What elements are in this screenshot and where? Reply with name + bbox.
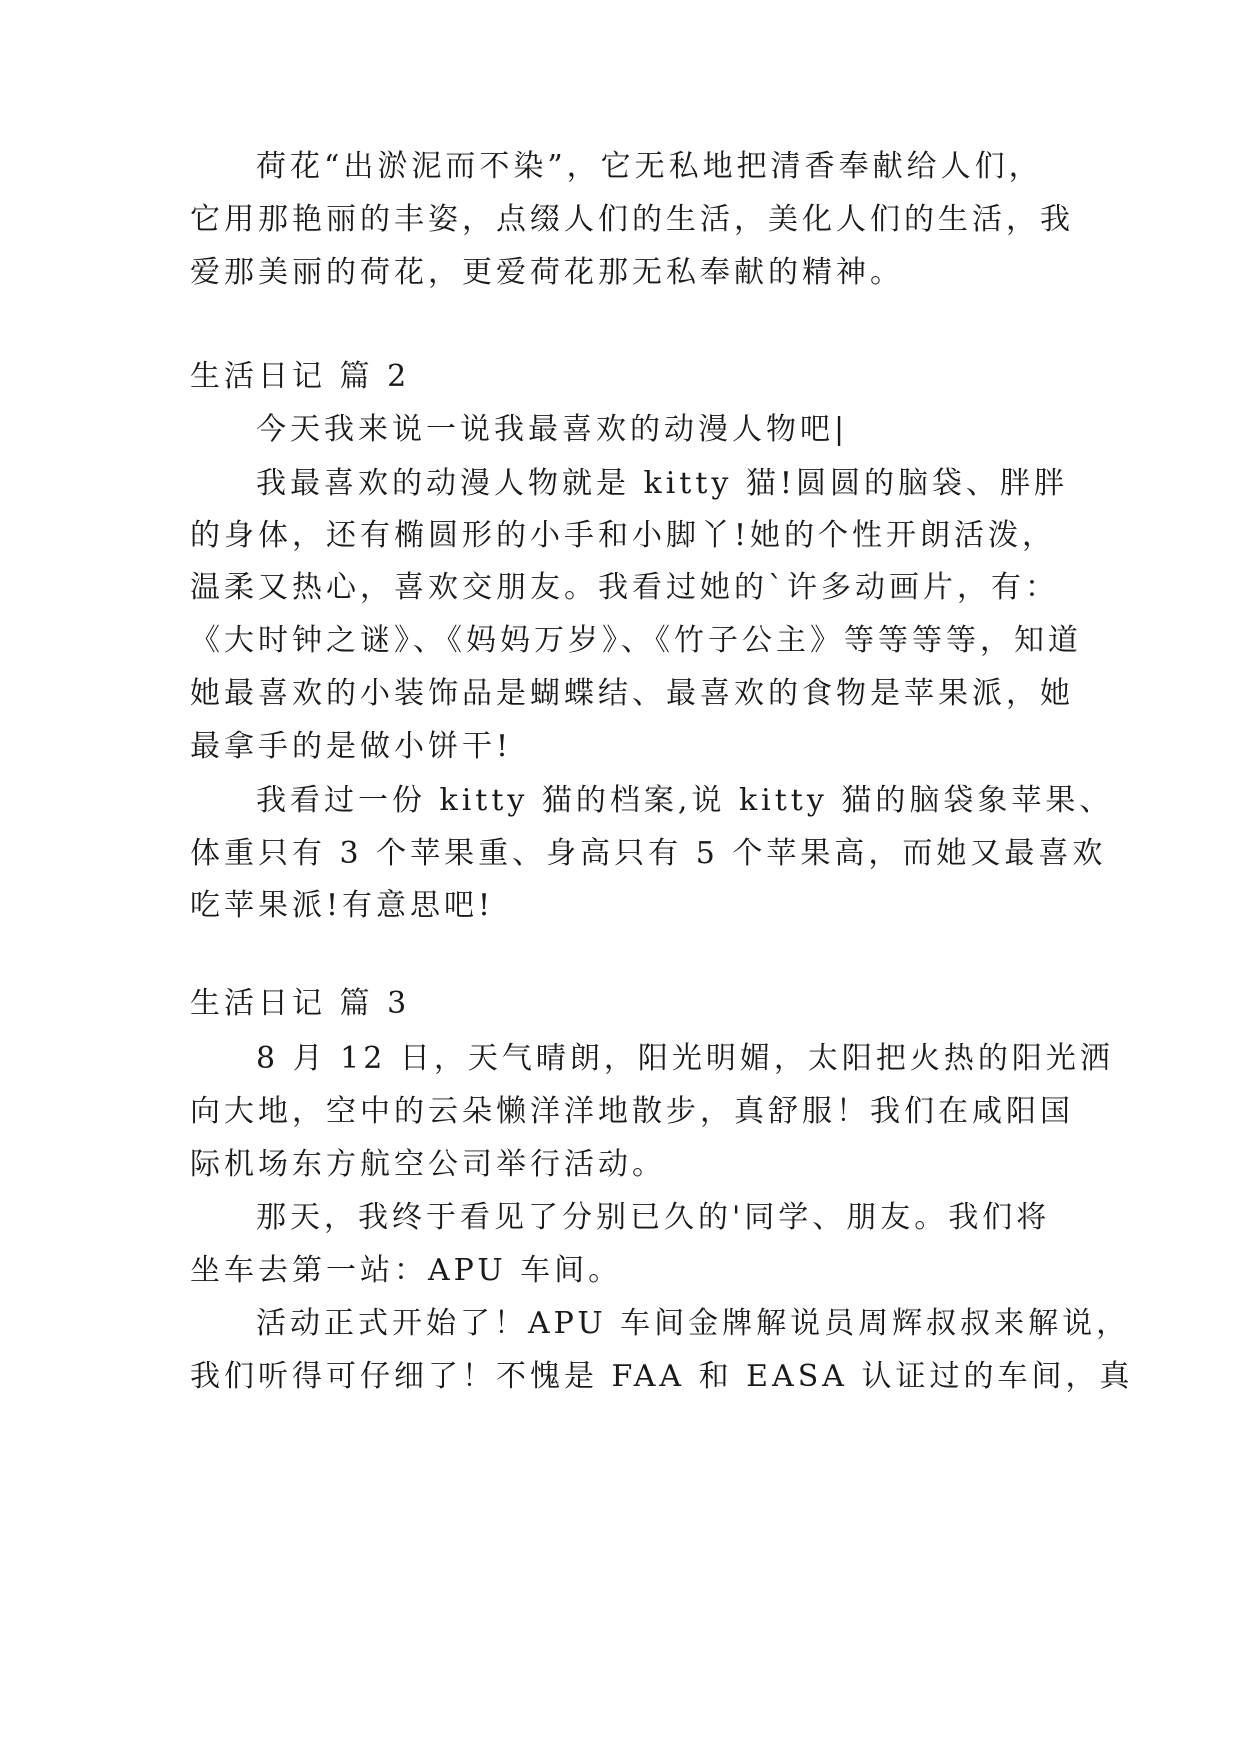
paragraph-line: 际机场东方航空公司举行活动。 [190,1147,666,1182]
paragraph-line: 她最喜欢的小装饰品是蝴蝶结、最喜欢的食物是苹果派，她 [190,676,1074,711]
section-heading: 生活日记 篇 2 [190,359,411,394]
paragraph-line: 我最喜欢的动漫人物就是 kitty 猫!圆圆的脑袋、胖胖 [256,466,1068,501]
paragraph-line: 它用那艳丽的丰姿，点缀人们的生活，美化人们的生活，我 [190,202,1074,237]
paragraph-line: 8 月 12 日，天气晴朗，阳光明媚，太阳把火热的阳光洒 [256,1041,1114,1076]
paragraph-line: 温柔又热心，喜欢交朋友。我看过她的`许多动画片，有： [190,570,1059,605]
paragraph-line: 向大地，空中的云朵懒洋洋地散步，真舒服！我们在咸阳国 [190,1094,1074,1129]
paragraph-line: 我们听得可仔细了！不愧是 FAA 和 EASA 认证过的车间，真 [190,1359,1134,1394]
paragraph-line: 荷花“出淤泥而不染”，它无私地把清香奉献给人们， [256,149,1043,184]
paragraph-line: 那天，我终于看见了分别已久的'同学、朋友。我们将 [256,1200,1051,1235]
paragraph-line: 最拿手的是做小饼干! [190,729,513,764]
paragraph-line: 爱那美丽的荷花，更爱荷花那无私奉献的精神。 [190,255,904,290]
paragraph-line: 今天我来说一说我最喜欢的动漫人物吧| [256,412,849,447]
paragraph-line: 吃苹果派!有意思吧! [190,888,495,923]
paragraph-line: 《大时钟之谜》、《妈妈万岁》、《竹子公主》等等等等，知道 [190,623,1082,658]
section-heading: 生活日记 篇 3 [190,986,411,1021]
paragraph-line: 活动正式开始了！APU 车间金牌解说员周辉叔叔来解说， [256,1306,1131,1341]
paragraph-line: 我看过一份 kitty 猫的档案,说 kitty 猫的脑袋象苹果、 [256,783,1114,818]
paragraph-line: 体重只有 3 个苹果重、身高只有 5 个苹果高，而她又最喜欢 [190,836,1107,871]
paragraph-line: 的身体，还有椭圆形的小手和小脚丫!她的个性开朗活泼， [190,518,1057,553]
paragraph-line: 坐车去第一站：APU 车间。 [190,1253,623,1288]
